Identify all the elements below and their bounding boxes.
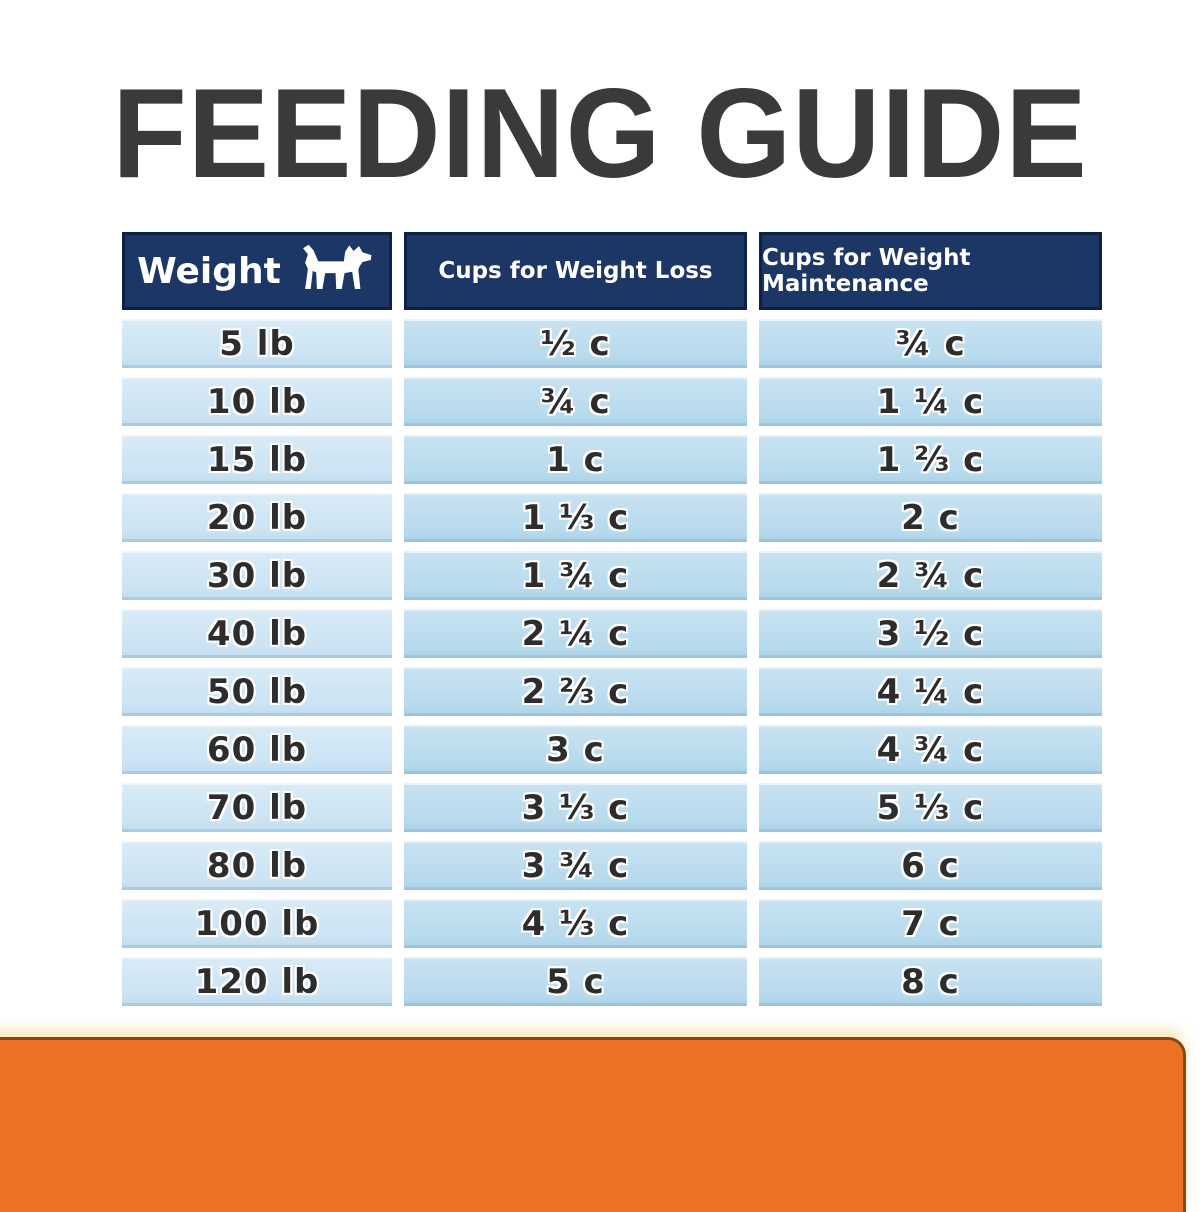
cups-cell: 3 c — [404, 725, 747, 774]
cups-cell: 1 ⅔ c — [759, 435, 1102, 484]
cups-cell: 3 ⅓ c — [404, 783, 747, 832]
cups-cell: 4 ⅓ c — [404, 899, 747, 948]
cups-cell: 7 c — [759, 899, 1102, 948]
header-weight-maintenance-label: Cups for Weight Maintenance — [762, 245, 971, 297]
cups-cell: 3 ¾ c — [404, 841, 747, 890]
page-title: FEEDING GUIDE — [112, 62, 1088, 205]
weight-cell: 20 lb — [122, 493, 392, 542]
cups-cell: 2 c — [759, 493, 1102, 542]
cups-cell: 4 ¾ c — [759, 725, 1102, 774]
weight-cell: 70 lb — [122, 783, 392, 832]
cups-cell: ¾ c — [404, 377, 747, 426]
cups-cell: 1 ¾ c — [404, 551, 747, 600]
weight-cell: 40 lb — [122, 609, 392, 658]
weight-cell: 50 lb — [122, 667, 392, 716]
cups-cell: 4 ¼ c — [759, 667, 1102, 716]
weight-cell: 80 lb — [122, 841, 392, 890]
header-cell-weight — [122, 232, 392, 310]
header-weight-label: Weight — [137, 250, 281, 292]
dog-icon — [301, 243, 377, 299]
weight-cell: 60 lb — [122, 725, 392, 774]
cups-cell: 1 ⅓ c — [404, 493, 747, 542]
header-cell-weight-maintenance — [759, 232, 1102, 310]
cups-cell: 1 ¼ c — [759, 377, 1102, 426]
weight-cell: 120 lb — [122, 957, 392, 1006]
weight-cell: 5 lb — [122, 319, 392, 368]
weight-cell: 100 lb — [122, 899, 392, 948]
cups-cell: 2 ¾ c — [759, 551, 1102, 600]
cups-cell: ¾ c — [759, 319, 1102, 368]
cups-cell: 2 ¼ c — [404, 609, 747, 658]
cups-cell: 5 c — [404, 957, 747, 1006]
header-cell-weight-loss — [404, 232, 747, 310]
weight-cell: 15 lb — [122, 435, 392, 484]
cups-cell: ½ c — [404, 319, 747, 368]
cups-cell: 8 c — [759, 957, 1102, 1006]
weight-cell: 10 lb — [122, 377, 392, 426]
cups-cell: 1 c — [404, 435, 747, 484]
footer-orange-bar — [0, 1037, 1186, 1212]
weight-cell: 30 lb — [122, 551, 392, 600]
cups-cell: 5 ⅓ c — [759, 783, 1102, 832]
feeding-table — [122, 232, 1102, 1006]
cups-cell: 3 ½ c — [759, 609, 1102, 658]
cups-cell: 2 ⅔ c — [404, 667, 747, 716]
header-weight-loss-label: Cups for Weight Loss — [438, 258, 713, 284]
cups-cell: 6 c — [759, 841, 1102, 890]
